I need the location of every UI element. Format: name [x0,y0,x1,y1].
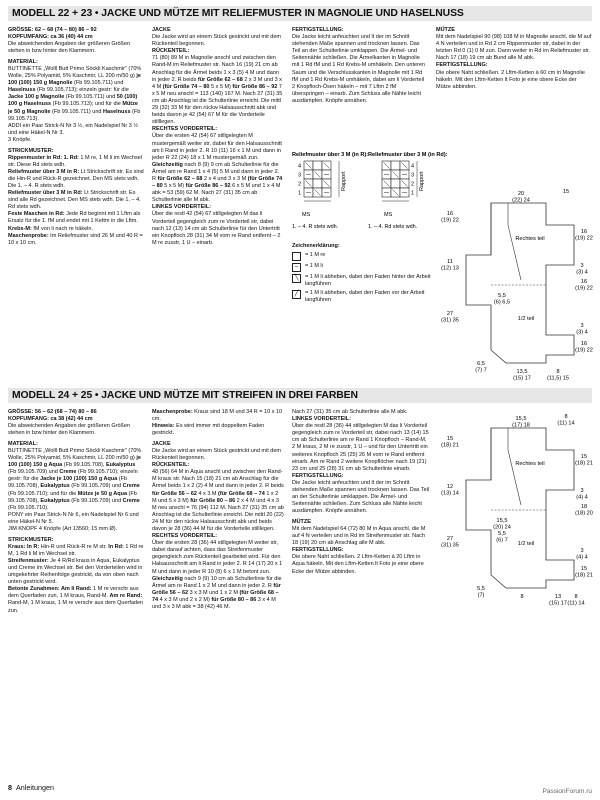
s1c1-para: ADDI ein Paar Strick-N Nr 3 ½, ein Nadelspiel Nr 3 ½ und eine Häkel-N Nr 3. [8,122,138,136]
legend-item: ╲ = 1 M li abheben, dabei den Faden hinter der Arbeit langführen [292,274,432,288]
row-number: 1 [411,190,415,197]
dim-bottom-1: (15) 17 [513,375,531,382]
legend-symbol-icon: ╱ [292,290,301,299]
grid-cell [391,179,400,188]
dim-bottom-3: 8 [574,594,578,600]
row-number: 3 [411,172,415,179]
section-2-title: MODELL 24 + 25 • JACKE UND MÜTZE MIT STREIFEN IN DREI FARBEN [12,390,358,401]
s1c1-para: Feste Maschen in Rd: Jede Rd beginnt mit 1 Lftm als Ersatz für die 1. fM und endet mit 1 Kettm in die Lftm. [8,211,141,225]
legend-symbol-icon: ╲ [292,274,301,283]
dim-left-4: 5,5 [477,586,485,592]
grid-cell [313,179,322,188]
s1c2-para: Über die ersten 42 (54) 67 stillgelegten M mustergemäß weiter str, dabei für den Halsausschnitt am li Rand in jeder 2. R 10 (11) 16 x 1 M und dann in jeder R 22 (24) 18 x 1 M mustergemäß zun. Gleichzeitig nach 8 (9) 9 cm ab Schulterlinie für die Ärmel am re Rand 1 x 4 (5) 5 M und dann in jeder 2. R für Größe 62 – 68 2 x 4 und 3 x 3 M (für Größe 74 – 80 5 x 5 M) für Größe 86 – 92 6 x 5 M und 1 x 4 M abk = 53 (59) 62 M. Nach 27 (31) 35 cm ab Schulterlinie alle M abk. [152,133,283,204]
s2-col-3 [292,409,430,779]
s2c2-para: RECHTES VORDERTEIL: [152,533,218,540]
s1c2-para: RECHTES VORDERTEIL: [152,126,218,133]
schematic-1 [436,185,592,385]
s2c3-para: Über die restl 28 (36) 44 stillgelegten M das li Vorderteil gegengleich zum re Vorderteil str, dabei nach 13 (14) 15 cm ab Schulterlinie am re Rand 1 Knopfloch – Rand-M, 2 M kraus, 2 M re zusstr, 1 U – und für den Untertritt ein weiteres Knopfloch 25 (25) 26 M vom re Rand entfernt einarb. Am re Rand 2 weitere Knopflöcher nach 19 (21) 23 cm und 25 (28) 31 cm ab Schulterlinie einarb. [292,423,429,472]
dim-left-1: (19) 22 [441,217,459,224]
dim-left-4: 6,5 [477,361,485,367]
dim-right-2: (4) 4 [576,494,588,501]
dim-right-3: 18 [580,504,588,510]
s1c1-para: Reliefmuster über 3 M in Rd: Lt Strickschrift str. Es sind alle Rd gezeichnet. Den MS stets wdh. Die 1. – 4. Rd stets wdh. [8,190,141,211]
chart-rd-title: Reliefmuster über 3 M (in Rd): [368,152,448,158]
dim-right-3: 16 [580,279,588,285]
s2c1-para: JIM KNOPF 4 Knöpfe (Art 13560; 15 mm Ø). [8,526,118,532]
legend-title: Zeichenerklärung: [292,243,340,249]
row-number: 4 [298,163,302,170]
row-number: 4 [411,163,415,170]
dim-top: (22) 24 [512,197,530,204]
chart-r-title: Reliefmuster über 3 M (in R): [292,152,369,158]
s2c3-para: Die obere Naht schließen. 2 Lftm-Ketten à 20 Lftm in Aqua häkeln. Mit den Lftm-Ketten lt Foto je eine obere Ecke der Mütze abbinden. [292,554,424,575]
row-number: 2 [411,181,415,188]
footer-label: Anleitungen [16,783,54,792]
s1c3-para: FERTIGSTELLUNG: [292,27,344,33]
s1-col-1 [8,27,144,387]
s2c1-para: PONY ein Paar Strick-N Nr 6, ein Nadelspiel Nr 6 und eine Häkel-N Nr 5. [8,511,139,525]
s1c2-para: 71 (80) 89 M in Magnolie anschl und zwischen den Rand-M im Reliefmuster str. Nach 16 (19) 21 cm ab Anschlag für die Ärmel beids 1 x 3 (5) 4 M und dann in jeder 2. R beids für Größe 62 – 68 2 x 3 M und 3 x 4 M (für Größe 74 – 80 5 x 5 M) für Größe 86 – 92 7 x 5 M neu anschl = 113 (140) 167 M. Nach 27 (31) 35 cm ab Anschlag ist die Schulterlinie erreicht. Die mittl 29 (32) 33 M für den rückw Halsausschnitt abk und beids davon je 42 (54) 67 M für die Vorderteile stilllegen. [152,55,283,126]
legend-symbol-icon [292,252,301,261]
dim-mid-1: 15,5 [496,518,508,524]
dim-left-1: 15 [446,436,454,442]
dim-left-1: (18) 21 [441,442,459,449]
legend-item: ╱ = 1 M li abheben, dabei den Faden vor der Arbeit langführen [292,290,432,304]
dim-top: (17) 18 [512,422,530,429]
s1c2-para: JACKE [152,27,171,33]
s1c1-para: Maschenprobe: Im Reliefmuster sind 26 M und 40 R = 10 x 10 cm. [8,232,143,246]
s1-col-4 [436,27,592,137]
s2-col-1 [8,409,144,779]
chart-rd-grid [382,161,425,201]
s2c1-para: BUTTINETTE „Wolll Butt Primo Söckli Kaschmir" (70% Wolle, 25% Polyamid, 5% Kaschmir, LL 200 m/50 g) je 100 (100) 150 g Aqua (Fb 99.105.708), Eukalyptus (Fb 99.105.709) und Creme (Fb 99.105.710); einzeln gestr: für die Jacke je 100 (100) 150 g Aqua (Fb 99.105.708), Eukalyptus (Fb 99.105.709) und Creme (Fb 99.105.710); und für die Mütze je 50 g Aqua (Fb 99.105.708), Eukalyptus (Fb 99.105.709) und Creme (Fb 99.105.710). [8,447,142,511]
dim-left-3: 27 [446,311,454,317]
s2c3-para: FERTIGSTELLUNG: [292,472,344,479]
watermark: PassionForum.ru [542,788,592,795]
chart-rd-ms: MS [384,212,393,218]
s2c2-para: Hinweis: Es wird immer mit doppeltem Faden gestrickt. [152,423,265,437]
s1c4-para: MÜTZE [436,27,455,33]
dim-left-3: (31) 35 [441,542,459,549]
dim-left-4: (7) [477,592,485,599]
s2c1-para: Kraus: In R: Hin-R und Rück-R re M str. In Rd: 1 Rd re M, 1 Rd li M im Wechsel str. [8,543,144,557]
dim-left-2: (13) 14 [441,490,459,497]
dim-right-4: 3 [580,548,584,554]
s1c1-para: STRICKMUSTER: [8,147,54,154]
dim-left-2: (12) 13 [441,265,459,272]
dim-bottom-1: 8 [520,594,524,600]
rapport-label: Rapport [341,171,347,191]
dim-right-2: 3 [580,488,584,494]
dim-right-2: (3) 4 [576,269,588,276]
s2c3-para: FERTIGSTELLUNG: [292,547,344,554]
dim-mid-1: (6) 6,5 [493,299,511,306]
garment-outline [466,203,574,363]
dim-right-3: (18) 20 [575,510,593,517]
s2c2-para: JACKE [152,440,171,447]
dim-left-1: 16 [446,211,454,217]
s2c1-para: GRÖSSE: 56 – 62 (68 – 74) 80 – 86 [8,409,97,415]
dim-right-1: (19) 22 [575,235,593,242]
dim-top-right: (11) 14 [557,420,575,427]
s2c1-para: MATERIAL: [8,440,38,447]
dim-right-5: 16 [580,341,588,347]
s1c1-para: Krebs-M: fM von li nach re häkeln. [8,225,93,232]
dim-top: 15,5 [515,416,527,422]
dim-right-1: (18) 21 [575,460,593,467]
s1c2-para: Die Jacke wird an einem Stück gestrickt und mit dem Rückenteil begonnen. [152,34,281,48]
s1c4-para: Die obere Naht schließen. 2 Lftm-Ketten à 60 cm in Magnolie häkeln. Mit den Lftm-Ketten lt Foto je eine obere Ecke der Mütze abbinden. [436,69,585,90]
dim-left-3: (31) 35 [441,317,459,324]
dim-left-3: 27 [446,536,454,542]
s2c3-para: Nach 27 (31) 35 cm ab Schulterlinie alle M abk. [292,409,408,415]
s1c1-para: Die abweichenden Angaben der größeren Größen stehen in bzw hinter den Klammern. [8,41,130,55]
s1c1-para: Reliefmuster über 3 M in R: Lt Strickschrift str. Es sind die Hin-R und Rück-R gezeichnet. Den MS stets wdh. Die 1. – 4. R stets wdh. [8,168,144,189]
s1-col-2 [152,27,284,387]
row-number: 2 [298,181,302,188]
s2-col-2 [152,409,284,779]
legend-list [292,252,432,304]
chart-r-grid [298,161,347,201]
s2c2-para: Über die ersten 28 (36) 44 stillgelegten M weiter str, dabei darauf achten, dass das Streifenmuster gegengleich zum Rückenteil gearbeitet wird. Für den Halsausschnitt am li Rand in jeder 2. R 14 (17) 20 x 1 M und dann in jeder R 10 (8) 6 x 1 M betont zun. Gleichzeitig nach 9 (9) 10 cm ab Schulterlinie für die Ärmel am re Rand 1 x 2 M und dann in jeder 2. R für Größe 56 – 62 3 x 3 M und 1 x 2 M (für Größe 68 – 74 4 x 3 M und 2 x 2 M) für Größe 80 – 86 3 x 4 M und 3 x 3 M abk = 38 (42) 46 M. [152,540,283,611]
chart-r-ms: MS [302,212,311,218]
s1c4-para: Mit dem Nadelspiel 90 (98) 108 M in Magnolie anschl, die M auf 4 N verteilen und in Rd 2 cm Rippenmuster str, dabei in der letzten Rd 0 (1) 0 M zun. Dann weiter in Rd im Reliefmuster str. Nach 17 (18) 19 cm ab Bund alle M abk. [436,34,592,62]
s2c2-para: 48 (56) 64 M in Aqua anschl und zwischen den Rand-M kraus str. Nach 15 (18) 21 cm ab Anschlag für die Ärmel beids 1 x 2 (2) 4 M und dann in jeder 2. R beids für Größe 56 – 62 4 x 3 M (für Größe 68 – 74 1 x 2 M und 5 x 3 M) für Größe 80 – 86 2 x 4 M und 4 x 3 M neu anschl = 76 (94) 112 M. Nach 27 (31) 35 cm ab Anschlag ist die Schulterlinie erreicht. Die mittl 20 (22) 24 M für den rückw Halsausschnitt abk und beids davon je 28 (36) 44 M für die Vorderteile stilllegen. [152,469,284,532]
section-1-header [8,6,592,21]
s2c3-para: Mit dem Nadelspiel 64 (72) 80 M in Aqua anschl, die M auf 4 N verteilen und in Rd im Streifenmuster str. Nach 18 (19) 20 cm ab Anschlag alle M abk. [292,526,426,547]
s2c2-para: Die Jacke wird an einem Stück gestrickt und mit dem Rückenteil begonnen. [152,447,281,462]
legend-item: – = 1 M li [292,263,432,272]
dim-right-3: (19) 22 [575,285,593,292]
dim-mid-1: 5,5 [498,293,506,299]
page-number: 8 [8,783,12,792]
chart-rd-note: 1. – 4. Rd stets wdh. [368,224,418,230]
front-label: Rechtes teil [515,236,545,242]
dim-mid-2: 5,5 [498,531,506,537]
dim-bottom-2: 13 [554,594,562,600]
rapport-label: Rapport [419,171,425,191]
section-1-title: MODELL 22 + 23 • JACKE UND MÜTZE MIT RELIEFMUSTER IN MAGNOLIE UND HASELNUSS [12,8,464,19]
dim-right-2: 3 [580,263,584,269]
dim-bottom-2: 8 [556,369,560,375]
s2c3-para: LINKES VORDERTEIL: [292,416,351,423]
s1c1-para: KOPFUMFANG: ca 36 (40) 44 cm [8,34,93,41]
dim-right-1: 16 [580,229,588,235]
chart-r-note: 1. – 4. R stets wdh. [292,224,339,230]
dim-mid-1: (20) 24 [493,524,511,531]
dim-top-right: 8 [564,414,568,420]
s1c2-para: Über die restl 42 (54) 67 stillgelegten M das li Vorderteil gegengleich zum re Vorderteil str, dabei nach 12 (13) 14 cm ab Schulterlinie für den Untertritt ein Knopfloch 28 (31) 34 M vom re Rand entfernt – 2 M re zusstr, 1 U – einarb. [152,211,281,246]
garment-outline [466,428,574,588]
back-label: 1/2 teil [517,316,535,322]
dim-bottom-2: (11,5) 15 [547,375,569,382]
s1c1-para: Rippenmuster in Rd: 1. Rd: 1 M re, 1 M li im Wechsel str. Diese Rd stets wdh. [8,154,143,168]
dim-right-5: 15 [580,566,588,572]
s2c1-para: Streifenmuster: Je 4 R/Rd kraus in Aqua, Eukalyptus und Creme im Wechsel str. Bei den Vorderteilen wird in umgekehrter Reihenfolge gestrickt, da von oben nach unten gestrickt wird. [8,557,143,586]
dim-left-2: 11 [447,259,453,265]
dim-bottom-2: (15) 17 [549,600,567,607]
dim-top: 20 [517,191,525,197]
section-2-header [8,388,592,403]
row-number: 1 [298,190,302,197]
s2c2-para: RÜCKENTEIL: [152,462,190,469]
dim-right-1: 15 [580,454,588,460]
footer [8,783,54,792]
dim-top-right: 15 [562,189,570,195]
s1c1-para: 3 Knöpfe. [8,136,32,143]
schematic-2 [436,410,592,615]
grid-cell [313,161,322,170]
dim-mid-2: (6) 7 [496,537,508,544]
s1c3-para: Die Jacke leicht anfeuchten und lt der im Schnitt stehenden Maße spannen und trocknen lassen. Das Teil an der Schulterlinie umklappen. Die Ärmel- und Seitennähte schließen. Die Ärmelkanten in Magnolie mit 1 Rd fM und 1 Rd Krebs-M umhäkeln. Den unteren Saum und die Verschlusskanten in Magnolie mit 1 Rd fM und 1 Rd Krebs-M umhäkeln, dabei am li Vorderteil 2 Knopfloch-Ösen häkeln – mit 7 Lftm 2 fM überspringen – einarb. Zum Schluss alle Nähte leicht ausdämpfen. Knöpfe annähen. [292,34,425,104]
front-label: Rechtes teil [515,461,545,467]
s2c3-para: Die Jacke leicht anfeuchten und lt der im Schnitt stehenden Maße spannen und trocknen lassen. Das Teil an der Schulterlinie umklappen. Die Ärmel- und Seitennähte schließen. Zum Schluss alle Nähte leicht ausdämpfen. Knöpfe annähen. [292,479,430,515]
dim-right-4: (4) 4 [576,554,588,561]
s1-col-3 [292,27,428,147]
s2c1-para: KOPFUMFANG: ca 38 (42) 44 cm [8,416,93,423]
dim-left-4: (7) 7 [475,367,487,374]
dim-right-5: (18) 21 [575,572,593,579]
s2c1-para: Die abweichenden Angaben der größeren Größen stehen in bzw hinter den Klammern. [8,423,130,437]
grid-cell [391,161,400,170]
s1c2-para: RÜCKENTEIL: [152,48,190,55]
relief-charts [292,148,448,240]
row-number: 3 [298,172,302,179]
legend-item: = 1 M re [292,252,432,261]
s2c3-para: MÜTZE [292,518,311,525]
s1c1-para: BUTTINETTE „Wolll Butt Primo Söckli Kaschmir" (70% Wolle, 25% Polyamid, 5% Kaschmir, LL 200 m/50 g) je 100 (100) 150 g Magnolie (Fb 99.105.711) und Haselnuss (Fb 99.105.713); einzeln gestr: für die Jacke 100 g Magnolie (Fb 99.105.711) und 50 (100) 100 g Haselnuss (Fb 99.105.713); und für die Mütze je 50 g Magnolie (Fb 99.105.711) und Haselnuss (Fb 99.105.713). [8,65,142,122]
dim-right-5: (19) 22 [575,347,593,354]
s1c1-para: GRÖSSE: 62 – 68 (74 – 80) 86 – 92 [8,27,97,33]
back-label: 1/2 teil [517,541,535,547]
dim-bottom-1: 13,5 [516,369,528,375]
dim-bottom-3: (11) 14 [567,600,585,607]
legend [292,243,432,323]
legend-symbol-icon: – [292,263,301,272]
s1c4-para: FERTIGSTELLUNG: [436,62,488,69]
s2c1-para: STRICKMUSTER: [8,536,54,543]
s1c1-para: MATERIAL: [8,58,38,65]
dim-right-4: 3 [580,323,584,329]
dim-right-4: (3) 4 [576,329,588,336]
dim-left-2: 12 [446,484,454,490]
s1c2-para: LINKES VORDERTEIL: [152,204,211,211]
s2c2-para: Maschenprobe: Kraus sind 18 M und 34 R = 10 x 10 cm. [152,409,283,423]
s2c1-para: Betonte Zunahmen: Am li Rand: 1 M re verschr aus dem Querfaden zun, 1 M kraus, Rand-M. Am re Rand: Rand-M, 1 M kraus, 1 M re verschr aus dem Querfaden zun. [8,586,144,614]
